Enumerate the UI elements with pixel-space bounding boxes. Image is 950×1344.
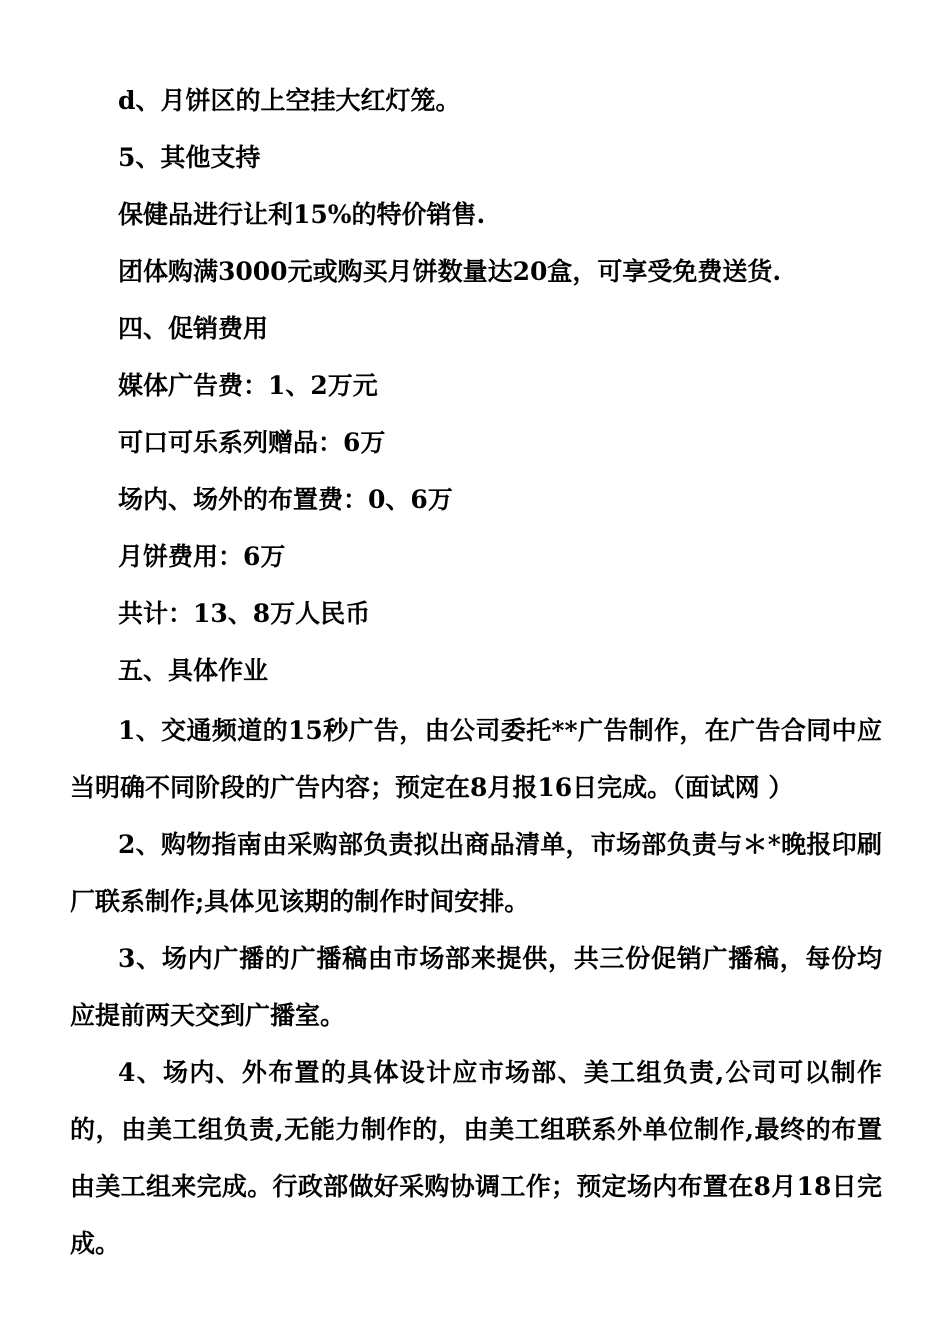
heading-other-support: 5、其他支持 [118,143,261,172]
text-line-total: 共计：13、8万人民币 [118,599,371,628]
text-line-lantern: d、月饼区的上空挂大红灯笼。 [118,86,461,115]
text-line-media-ad-cost: 媒体广告费：1、2万元 [118,371,378,400]
text-line-cola-gifts: 可口可乐系列赠品：6万 [118,428,386,457]
heading-specific-tasks: 五、具体作业 [118,656,269,685]
text-line-health-products: 保健品进行让利15%的特价销售. [118,200,486,229]
paragraph-task-3: 3、场内广播的广播稿由市场部来提供，共三份促销广播稿，每份均应提前两天交到广播室。 [70,944,882,1030]
paragraph-task-1: 1、交通频道的15秒广告，由公司委托**广告制作，在广告合同中应当明确不同阶段的广告内容；预定在8月报16日完成。（面试网 ） [70,716,882,802]
heading-promotion-costs: 四、促销费用 [118,314,269,343]
paragraph-task-2: 2、购物指南由采购部负责拟出商品清单，市场部负责与＊*晚报印刷厂联系制作;具体见该期的制作时间安排。 [70,830,882,916]
text-line-group-purchase: 团体购满3000元或购买月饼数量达20盒，可享受免费送货. [118,257,782,286]
text-line-mooncake-cost: 月饼费用：6万 [118,542,286,571]
paragraph-task-4: 4、场内、外布置的具体设计应市场部、美工组负责,公司可以制作的，由美工组负责,无能力制作的，由美工组联系外单位制作,最终的布置由美工组来完成。行政部做好采购协调工作；预定场内布置在8月18日完成。 [70,1058,882,1258]
text-line-layout-cost: 场内、场外的布置费：0、6万 [118,485,453,514]
